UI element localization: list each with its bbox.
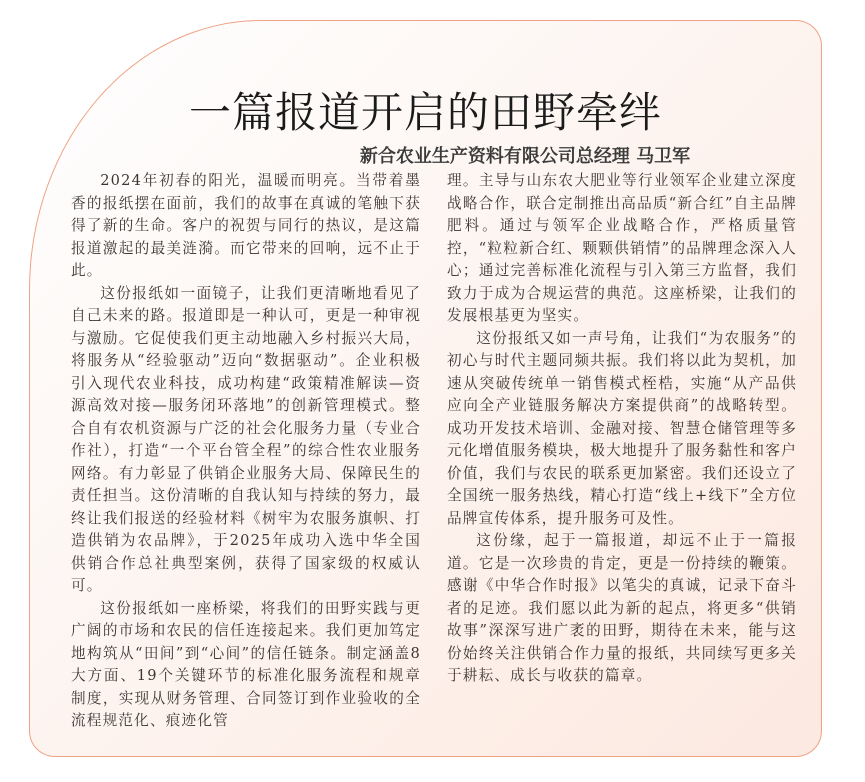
paragraph: 这份缘，起于一篇报道，却远不止于一篇报道。它是一次珍贵的肯定，更是一份持续的鞭策。感谢《中华合作时报》以笔尖的真诚，记录下奋斗者的足迹。我们愿以此为新的起点，将更多“供销故事”深深写进广袤的田野，期待在未来，能与这份始终关注供销合作力量的报纸，共同续写更多关于耕耘、成长与收获的篇章。 (447, 532, 797, 684)
paragraph: 这份报纸如一面镜子，让我们更清晰地看见了自己未来的路。报道即是一种认可，更是一种审视与激励。它促使我们更主动地融入乡村振兴大局，将服务从“经验驱动”迈向“数据驱动”。企业积极引入现代农业科技，成功构建“政策精准解读—资源高效对接—服务闭环落地”的创新管理模式。整合自有农机资源与广泛的社会化服务力量（专业合作社），打造“一个平台管全程”的综合性农业服务网络。有力彰显了供销企业服务大局、保障民生的责任担当。这份清晰的自我认知与持续的努力，最终让我们报送的经验材料《树牢为农服务旗帜、打造供销为农品牌》，于2025年成功入选中华全国供销合作总社典型案例，获得了国家级的权威认可。 (71, 284, 421, 594)
article-title: 一篇报道开启的田野牵绊 (188, 88, 662, 137)
paragraph: 这份报纸又如一声号角，让我们“为农服务”的初心与时代主题同频共振。我们将以此为契机，加速从突破传统单一销售模式桎梏，实施“从产品供应向全产业链服务解决方案提供商”的战略转型。成功开发技术培训、金融对接、智慧仓储管理等多元化增值服务模块，极大地提升了服务黏性和客户价值，我们与农民的联系更加紧密。我们还设立了全国统一服务热线，精心打造“线上+线下”全方位品牌宣传体系，提升服务可及性。 (447, 329, 797, 527)
paragraph: 2024年初春的阳光，温暖而明亮。当带着墨香的报纸摆在面前，我们的故事在真诚的笔触下获得了新的生命。客户的祝贺与同行的热议，是这篇报道激起的最美涟漪。而它带来的回响，远不止于此。 (71, 172, 421, 279)
article-column-right (447, 170, 797, 688)
paragraph-continued: 理。主导与山东农大肥业等行业领军企业建立深度战略合作，联合定制推出高品质“新合红”自主品牌肥料。通过与领军企业战略合作，严格质量管控，“粒粒新合红、颗颗供销情”的品牌理念深入人心；通过完善标准化流程与引入第三方监督，我们致力于成为合规运营的典范。这座桥梁，让我们的发展根基更为坚实。 (447, 172, 797, 324)
article-byline: 新合农业生产资料有限公司总经理 马卫军 (359, 146, 691, 167)
article-column-left (71, 170, 421, 733)
paragraph: 这份报纸如一座桥梁，将我们的田野实践与更广阔的市场和农民的信任连接起来。我们更加笃定地构筑从“田间”到“心间”的信任链条。制定涵盖8大方面、19个关键环节的标准化服务流程和规章制度，实现从财务管理、合同签订到作业验收的全流程规范化、痕迹化管 (71, 599, 421, 729)
